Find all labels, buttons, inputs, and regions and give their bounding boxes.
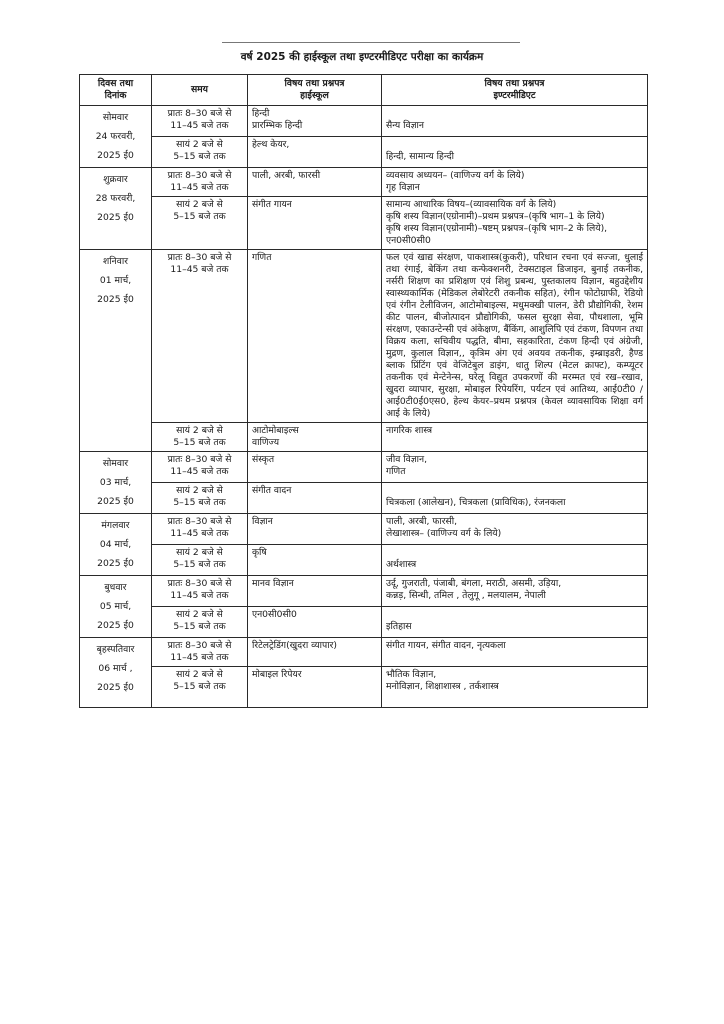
time-cell	[152, 250, 248, 423]
hs-subject: संगीत गायन	[252, 199, 292, 210]
intermediate-cell	[382, 514, 648, 545]
day-name: शनिवार	[103, 256, 128, 267]
inter-subject: पाली, अरबी, फारसी,	[386, 516, 458, 527]
time-start: प्रातः 8–30 बजे से	[167, 578, 232, 589]
day-name: बुधवार	[104, 582, 127, 593]
day-cell	[80, 514, 152, 576]
time-end: 5–15 बजे तक	[173, 211, 226, 222]
time-cell	[152, 545, 248, 576]
inter-subject: संगीत गायन, संगीत वादन, नृत्यकला	[386, 640, 506, 651]
hs-subject: एन0सी0सी0	[252, 609, 297, 620]
highschool-cell	[248, 607, 382, 638]
header-intermediate	[382, 75, 648, 106]
time-end: 11–45 बजे तक	[170, 264, 229, 275]
inter-subject: जीव विज्ञान,	[386, 454, 428, 465]
hs-subject: पाली, अरबी, फारसी	[252, 170, 321, 181]
day-cell	[80, 168, 152, 250]
hs-subject: विज्ञान	[252, 516, 273, 527]
day-name: सोमवार	[102, 458, 129, 469]
intermediate-cell	[382, 137, 648, 168]
time-start: सायं 2 बजे से	[176, 139, 223, 150]
time-start: प्रातः 8–30 बजे से	[167, 108, 232, 119]
intermediate-cell	[382, 168, 648, 197]
time-start: सायं 2 बजे से	[176, 425, 223, 436]
time-end: 5–15 बजे तक	[173, 559, 226, 570]
inter-subject: अर्थशास्त्र	[386, 559, 417, 570]
highschool-cell	[248, 576, 382, 607]
day-year: 2025 ई0	[97, 620, 134, 631]
day-year: 2025 ई0	[97, 682, 134, 693]
time-start: सायं 2 बजे से	[176, 609, 223, 620]
intermediate-cell	[382, 452, 648, 483]
time-start: प्रातः 8–30 बजे से	[167, 516, 232, 527]
day-year: 2025 ई0	[97, 558, 134, 569]
time-cell	[152, 106, 248, 137]
intermediate-cell	[382, 423, 648, 452]
inter-subject: मनोविज्ञान, शिक्षाशास्त्र , तर्कशास्त्र	[386, 681, 499, 692]
time-start: प्रातः 8–30 बजे से	[167, 170, 232, 181]
inter-subject: सैन्य विज्ञान	[386, 120, 425, 131]
table-row	[80, 168, 648, 197]
time-cell	[152, 483, 248, 514]
intermediate-cell	[382, 483, 648, 514]
time-cell	[152, 423, 248, 452]
time-cell	[152, 137, 248, 168]
inter-subject: फल एवं खाद्य संरक्षण, पाकशास्त्र(कुकरी), परिधान रचना एवं सज्जा, धुलाई तथा रंगाई, बेकिंग तथा कन्फेक्शनरी, टेक्सटाइल डिजाइन, बुनाई तकनीक, नर्सरी शिक्षण का प्रशिक्षण एवं शिशु प्रबन्ध, पुस्तकालय विज्ञान, बहुउद्देशीय स्वास्थ्यकार्मिक (मेडिकल लेबोरेटरी तकनीक सहित), रंगीन फोटोग्राफी, रेडियो एवं रंगीन टेलीविजन, आटोमोबाइल्स, मधुमक्खी पालन, डेरी प्रौद्योगिकी, रेशम कीट पालन, बीजोत्पादन प्रौद्योगिकी, फसल सुरक्षा सेवा, पौधशाला, भूमि संरक्षण, एकाउन्टेन्सी एवं अंकेक्षण, बैंकिंग, आशुलिपि एवं टंकण, विपणन तथा विक्रय कला, सचिवीय पद्धति, बीमा, सहकारिता, टंकण हिन्दी एवं अंग्रेजी, मुद्रण, कुलाल विज्ञान,, कृत्रिम अंग एवं अवयव तकनीक, इम्ब्राइडरी, हैण्ड ब्लाक प्रिंटिंग एवं वेजिटेबुल डाइंग, धातु शिल्प (मेटल क्राफ्ट), कम्प्यूटर तकनीक एवं मेन्टेनेन्स, घरेलू विद्युत उपकरणों की मरम्मत एवं रख–रखाव, खुदरा व्यापार, सुरक्षा, मोबाइल रिपेयरिंग, पर्यटन एवं आतिथ्य, आई0टी0 /आई0टी0ई0एस0, हेल्थ केयर–प्रथम प्रश्नपत्र (केवल व्यावसायिक शिक्षा वर्ग आई के लिये)	[386, 252, 643, 419]
inter-subject: व्यवसाय अध्ययन– (वाणिज्य वर्ग के लिये)	[386, 170, 525, 181]
intermediate-cell	[382, 250, 648, 423]
title-rule	[222, 42, 520, 43]
day-year: 2025 ई0	[97, 294, 134, 305]
time-end: 5–15 बजे तक	[173, 497, 226, 508]
intermediate-cell	[382, 576, 648, 607]
time-start: सायं 2 बजे से	[176, 547, 223, 558]
time-end: 5–15 बजे तक	[173, 437, 226, 448]
time-end: 11–45 बजे तक	[170, 652, 229, 663]
table-row	[80, 106, 648, 137]
highschool-cell	[248, 514, 382, 545]
inter-subject: चित्रकला (आलेखन), चित्रकला (प्राविधिक), रंजनकला	[386, 497, 566, 508]
day-year: 2025 ई0	[97, 212, 134, 223]
time-start: प्रातः 8–30 बजे से	[167, 454, 232, 465]
header-date	[80, 75, 152, 106]
intermediate-cell	[382, 607, 648, 638]
header-highschool	[248, 75, 382, 106]
table-row	[80, 667, 648, 708]
header-row	[80, 75, 648, 106]
hs-subject: प्रारम्भिक हिन्दी	[252, 120, 303, 131]
table-row	[80, 638, 648, 667]
hs-subject: संगीत वादन	[252, 485, 292, 496]
inter-subject: लेखाशास्त्र– (वाणिज्य वर्ग के लिये)	[386, 528, 502, 539]
time-end: 11–45 बजे तक	[170, 528, 229, 539]
table-row	[80, 197, 648, 250]
time-end: 5–15 बजे तक	[173, 621, 226, 632]
time-cell	[152, 197, 248, 250]
day-name: शुक्रवार	[103, 174, 128, 185]
header-date-line2: दिनांक	[104, 90, 127, 101]
day-date: 04 मार्च,	[99, 539, 132, 550]
inter-subject: हिन्दी, सामान्य हिन्दी	[386, 151, 454, 162]
highschool-cell	[248, 545, 382, 576]
hs-subject: रिटेलट्रेडिंग(खुदरा व्यापार)	[252, 640, 337, 651]
hs-subject: आटोमोबाइल्स	[252, 425, 299, 436]
table-row	[80, 483, 648, 514]
time-end: 5–15 बजे तक	[173, 681, 226, 692]
table-row	[80, 514, 648, 545]
day-cell	[80, 452, 152, 514]
day-date: 03 मार्च,	[99, 477, 132, 488]
inter-subject: सामान्य आधारिक विषय–(व्यावसायिक वर्ग के लिये)	[386, 199, 557, 210]
highschool-cell	[248, 423, 382, 452]
hs-subject: हिन्दी	[252, 108, 270, 119]
table-row	[80, 137, 648, 168]
inter-subject: नागरिक शास्त्र	[386, 425, 433, 436]
highschool-cell	[248, 638, 382, 667]
table-row	[80, 576, 648, 607]
highschool-cell	[248, 168, 382, 197]
time-cell	[152, 168, 248, 197]
table-row	[80, 452, 648, 483]
inter-subject: कृषि शस्य विज्ञान(एग्रोनामी)–प्रथम प्रश्नपत्र–(कृषि भाग–1 के लिये)	[386, 211, 605, 222]
highschool-cell	[248, 197, 382, 250]
time-start: प्रातः 8–30 बजे से	[167, 252, 232, 263]
intermediate-cell	[382, 667, 648, 708]
time-end: 11–45 बजे तक	[170, 120, 229, 131]
header-inter-line1: विषय तथा प्रश्नपत्र	[484, 78, 545, 89]
inter-subject: उर्दू, गुजराती, पंजाबी, बंगला, मराठी, असमी, उड़िया,	[386, 578, 562, 589]
day-date: 28 फरवरी,	[95, 193, 136, 204]
hs-subject: हेल्थ केयर,	[252, 139, 290, 150]
inter-subject: इतिहास	[386, 621, 412, 632]
inter-subject: कृषि शस्य विज्ञान(एग्रोनामी)–षष्टम् प्रश्नपत्र–(कृषि भाग–2 के लिये), एन0सी0सी0	[386, 223, 608, 246]
time-end: 11–45 बजे तक	[170, 590, 229, 601]
highschool-cell	[248, 667, 382, 708]
day-name: बृहस्पतिवार	[96, 644, 135, 655]
inter-subject: कन्नड़, सिन्धी, तमिल , तेलुगू , मलयालम, नेपाली	[386, 590, 546, 601]
time-start: सायं 2 बजे से	[176, 485, 223, 496]
time-end: 11–45 बजे तक	[170, 182, 229, 193]
intermediate-cell	[382, 106, 648, 137]
day-cell	[80, 638, 152, 708]
hs-subject: संस्कृत	[252, 454, 275, 465]
time-cell	[152, 452, 248, 483]
time-end: 11–45 बजे तक	[170, 466, 229, 477]
hs-subject: मोबाइल रिपेयर	[252, 669, 302, 680]
highschool-cell	[248, 250, 382, 423]
time-cell	[152, 576, 248, 607]
header-inter-line2: इण्टरमीडिएट	[493, 90, 536, 101]
page-title: वर्ष 2025 की हाईस्कूल तथा इण्टरमीडिएट परीक्षा का कार्यक्रम	[240, 51, 484, 63]
day-year: 2025 ई0	[97, 496, 134, 507]
hs-subject: मानव विज्ञान	[252, 578, 294, 589]
day-name: मंगलवार	[101, 520, 130, 531]
time-cell	[152, 667, 248, 708]
time-start: सायं 2 बजे से	[176, 669, 223, 680]
inter-subject: गृह विज्ञान	[386, 182, 420, 193]
exam-schedule-table	[79, 74, 648, 708]
time-start: सायं 2 बजे से	[176, 199, 223, 210]
header-hs-line1: विषय तथा प्रश्नपत्र	[284, 78, 345, 89]
day-date: 01 मार्च,	[99, 275, 132, 286]
highschool-cell	[248, 483, 382, 514]
day-cell	[80, 106, 152, 168]
table-row	[80, 423, 648, 452]
header-time: समय	[152, 75, 248, 106]
highschool-cell	[248, 137, 382, 168]
highschool-cell	[248, 106, 382, 137]
day-date: 06 मार्च ,	[98, 663, 133, 674]
day-cell	[80, 250, 152, 452]
day-date: 05 मार्च,	[99, 601, 132, 612]
intermediate-cell	[382, 545, 648, 576]
hs-subject: कृषि	[252, 547, 267, 558]
header-date-line1: दिवस तथा	[97, 78, 134, 89]
time-cell	[152, 607, 248, 638]
time-cell	[152, 638, 248, 667]
intermediate-cell	[382, 197, 648, 250]
hs-subject: वाणिज्य	[252, 437, 280, 448]
table-row	[80, 250, 648, 423]
table-row	[80, 607, 648, 638]
table-row	[80, 545, 648, 576]
header-hs-line2: हाईस्कूल	[300, 90, 329, 101]
inter-subject: भौतिक विज्ञान,	[386, 669, 437, 680]
hs-subject: गणित	[252, 252, 272, 263]
highschool-cell	[248, 452, 382, 483]
day-name: सोमवार	[102, 112, 129, 123]
time-end: 5–15 बजे तक	[173, 151, 226, 162]
inter-subject: गणित	[386, 466, 406, 477]
time-cell	[152, 514, 248, 545]
intermediate-cell	[382, 638, 648, 667]
day-cell	[80, 576, 152, 638]
time-start: प्रातः 8–30 बजे से	[167, 640, 232, 651]
day-year: 2025 ई0	[97, 150, 134, 161]
day-date: 24 फरवरी,	[95, 131, 136, 142]
